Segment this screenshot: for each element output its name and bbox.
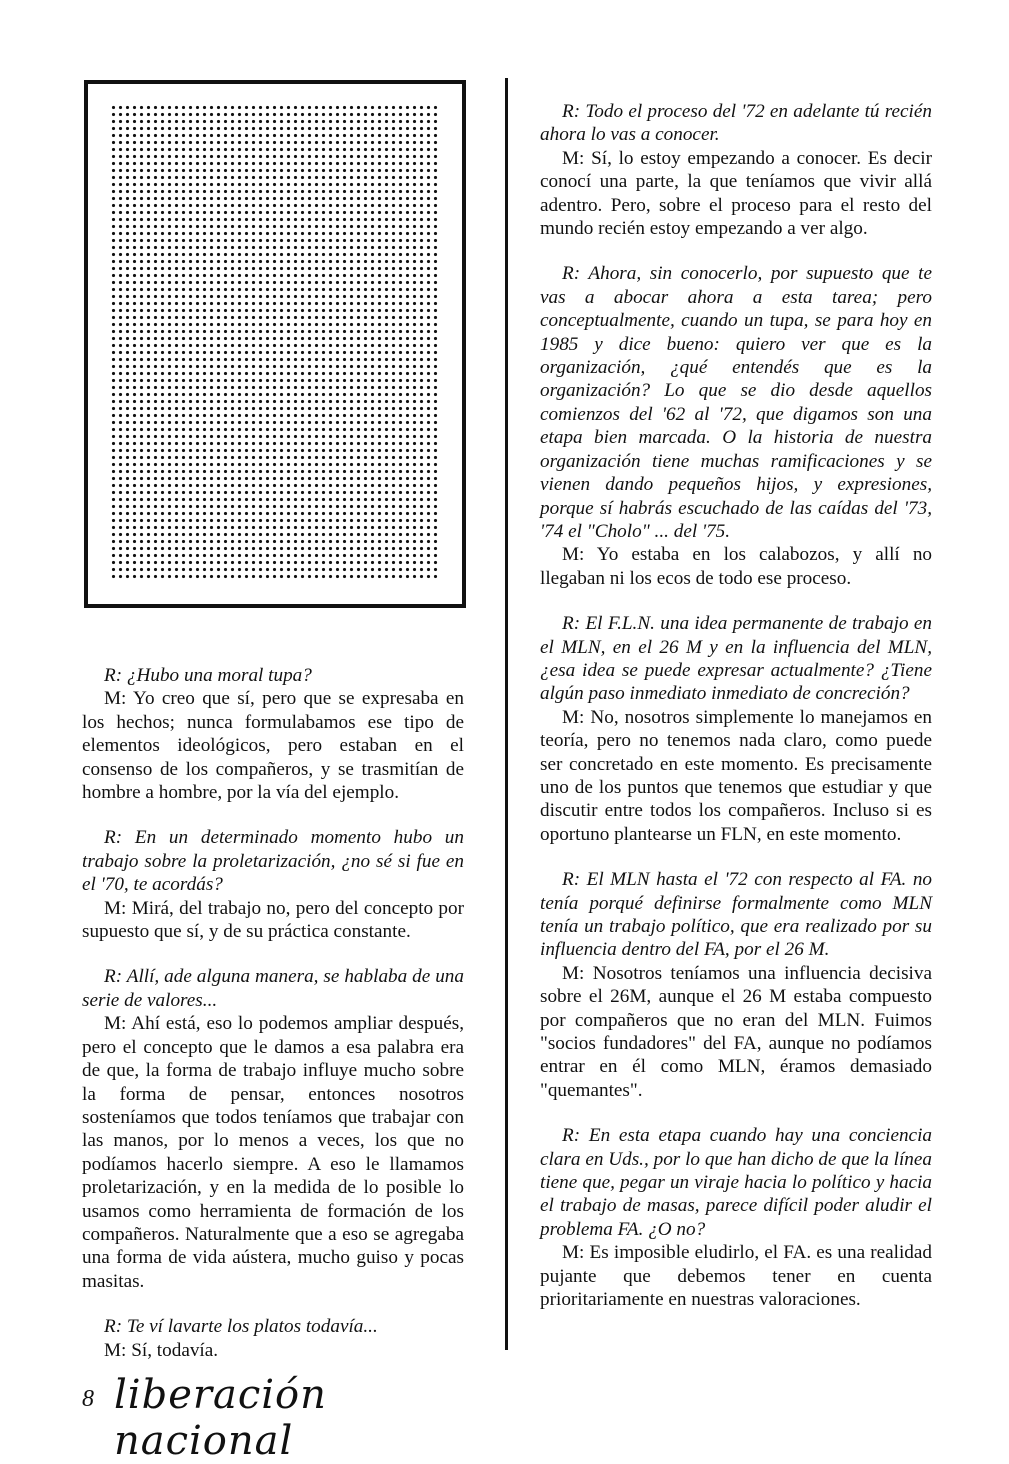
interviewer-question: R: Te ví lavarte los platos todavía...	[104, 1316, 378, 1338]
interviewee-answer: M: Mirá, del trabajo no, pero del concepto por supuesto que sí, y de su práctica constante.	[82, 897, 464, 943]
interview-exchange	[82, 965, 464, 1293]
interviewer-question: R: ¿Hubo una moral tupa?	[104, 665, 312, 686]
interview-exchange	[540, 612, 932, 846]
column-divider	[505, 78, 508, 1350]
interviewee-answer: M: Nosotros teníamos una influencia decisiva sobre el 26M, aunque el 26 M estaba compuesto por compañeros que no eran del MLN. Fuimos "socios fundadores" del FA, aunque no podíamos entrar en él como MLN, éramos demasiado "quemantes".	[540, 962, 933, 1101]
interviewer-question: R: Ahora, sin conocerlo, por supuesto que te vas a abocar ahora a esta tarea; pero conceptualmente, cuando un tupa, se para hoy en 1985 y dice bueno: quiero ver que es la organización, ¿qué entendés que es la organización? Lo que se dio desde aquellos comienzos del '62 al '72, que digamos son una etapa bien marcada. O la historia de nuestra organización tiene muchas ramificaciones y se vienen dando pequeños hijos, y expresiones, porque sí habrás escuchado de las caídas del '73, '74 el "Cholo" ... del '75.	[540, 263, 932, 542]
interviewer-question: R: Allí, ade alguna manera, se hablaba de una serie de valores...	[82, 966, 464, 1011]
interviewer-question: R: Todo el proceso del '72 en adelante tú recién ahora lo vas a conocer.	[540, 101, 932, 146]
interview-exchange	[82, 664, 464, 804]
interview-exchange	[82, 826, 464, 943]
publication-masthead: liberación nacional	[114, 1372, 327, 1464]
interviewee-answer: M: Es imposible eludirlo, el FA. es una realidad pujante que debemos tener en cuenta prioritariamente en nuestras valoraciones.	[540, 1242, 933, 1311]
interviewee-answer: M: Sí, todavía.	[104, 1339, 219, 1361]
interviewee-answer: M: No, nosotros simplemente lo manejamos en teoría, pero no tenemos nada claro, como puede ser concretado en este momento. Es precisamente uno de los puntos que tenemos que estudiar y que discutir entre todos los compañeros. Incluso si es oportuno plantearse un FLN, en este momento.	[540, 706, 933, 845]
interview-exchange	[540, 262, 932, 590]
interviewer-question: R: El MLN hasta el '72 con respecto al FA. no tenía porqué definirse formalmente como MLN tenía un trabajo político, que era realizado por su influencia dentro del FA, por el 26 M.	[540, 869, 933, 961]
interview-exchange	[540, 1124, 932, 1311]
right-column	[540, 100, 932, 1334]
interviewee-answer: M: Ahí está, eso lo podemos ampliar después, pero el concepto que le damos a esa palabra era de que, la forma de trabajo influye mucho sobre la forma de pensar, entonces nosotros sosteníamos que todos teníamos que trabajar con las manos, por lo menos a veces, los que no podíamos hacerlo siempre. A eso le llamamos proletarización, y en la medida de lo posible lo usamos como herramienta de formación de los compañeros. Naturalmente que a eso se agregaba una forma de vida aústera, mucho guiso y pocas masitas.	[82, 1013, 464, 1292]
interviewee-answer: M: Yo estaba en los calabozos, y allí no llegaban ni los ecos de todo ese proceso.	[540, 544, 933, 589]
interviewer-question: R: En esta etapa cuando hay una conciencia clara en Uds., por lo que han dicho de que la línea tiene que, pegar un viraje hacia lo político y hacia el trabajo de masas, parece difícil poder aludir el problema FA. ¿O no?	[540, 1125, 932, 1240]
halftone-photo	[84, 80, 466, 608]
page-footer	[82, 1372, 482, 1464]
interview-exchange	[540, 100, 932, 240]
interview-exchange	[82, 1315, 464, 1362]
interviewee-answer: M: Sí, lo estoy empezando a conocer. Es decir conocí una parte, la que teníamos que vivir allá adentro. Pero, sobre el proceso para el resto del mundo recién estoy empezando a ver algo.	[540, 147, 932, 240]
left-column	[82, 664, 464, 1384]
page-number: 8	[82, 1386, 94, 1412]
interview-exchange	[540, 868, 932, 1102]
interviewer-question: R: En un determinado momento hubo un trabajo sobre la proletarización, ¿no sé si fue en el '70, te acordás?	[82, 827, 464, 896]
halftone-dot-pattern	[110, 104, 438, 580]
interviewee-answer: M: Yo creo que sí, pero que se expresaba en los hechos; nunca formulabamos ese tipo de elementos ideológicos, pero estaban en el consenso de los compañeros, y se trasmitían de hombre a hombre, por la vía del ejemplo.	[82, 688, 464, 804]
interviewer-question: R: El F.L.N. una idea permanente de trabajo en el MLN, en el 26 M y en la influencia del MLN, ¿esa idea se puede expresar actualmente? ¿Tiene algún paso inmediato inmediato de concreción?	[540, 613, 932, 705]
